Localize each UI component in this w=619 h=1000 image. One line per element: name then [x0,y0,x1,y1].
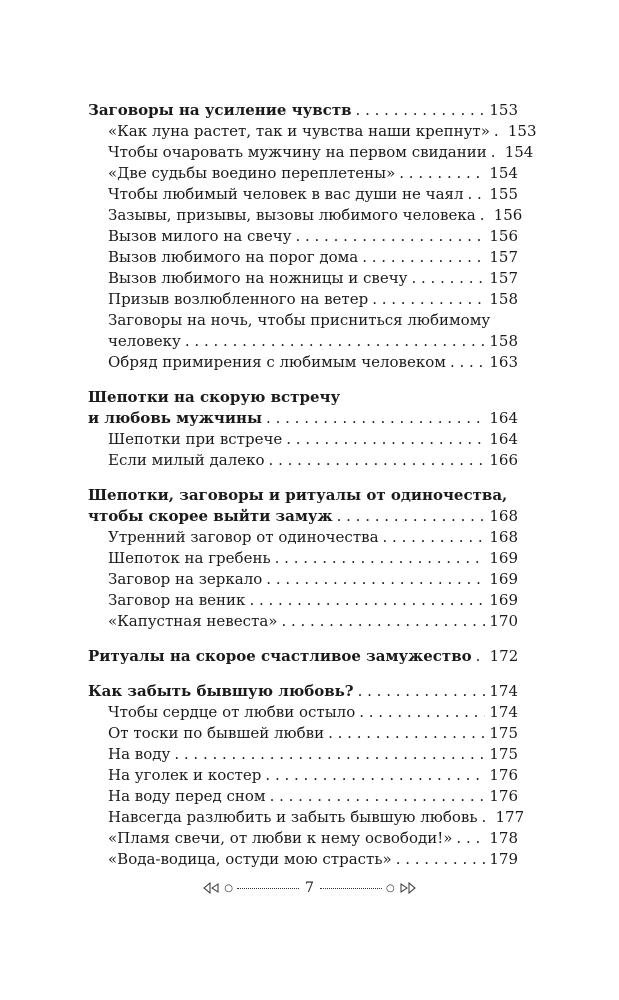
toc-entry[interactable] [88,247,518,268]
entry-title: Зазывы, призывы, вызовы любимого человека [108,206,476,224]
toc-entry[interactable] [88,702,518,723]
dot-leader [450,352,485,373]
dot-leader [491,142,501,163]
section-gap [88,667,518,681]
toc-entry[interactable] [88,450,518,471]
dot-leader [358,681,486,702]
entry-title: Чтобы сердце от любви остыло [108,703,356,721]
toc-entry[interactable] [88,548,518,569]
page-number: 169 [489,549,518,567]
toc-entry[interactable] [88,142,534,163]
page-number: 156 [489,227,518,245]
page-number: 157 [489,248,518,266]
page-number: 170 [489,612,518,630]
toc-entry[interactable] [88,289,518,310]
page-number: 158 [489,332,518,350]
toc-entry[interactable] [88,765,518,786]
toc-section-heading[interactable] [88,506,518,527]
page-number: 164 [489,430,518,448]
page-number: 177 [495,808,525,826]
section-title-continued: и любовь мужчины [88,409,263,427]
dot-leader [174,744,485,765]
toc-entry[interactable] [88,849,518,870]
page-number: 168 [489,528,518,546]
page-number: 166 [489,451,518,469]
toc-entry[interactable] [88,184,518,205]
dot-leader [480,205,490,226]
dot-leader [249,590,485,611]
page-number: 172 [489,647,519,665]
dot-leader [266,569,485,590]
toc-entry[interactable] [88,723,518,744]
dot-leader [337,506,486,527]
page-number: 164 [489,409,518,427]
page-number: 175 [489,724,518,742]
entry-title: На воду [108,745,171,763]
toc-section-heading[interactable] [88,100,518,121]
section-gap [88,373,518,387]
dot-leader [411,268,485,289]
toc-entry[interactable] [88,352,518,373]
entry-title: Утренний заговор от одиночества [108,528,379,546]
entry-title: Навсегда разлюбить и забыть бывшую любовь [108,808,478,826]
entry-title: «Капустная невеста» [108,612,278,630]
toc-entry[interactable] [88,786,518,807]
toc-section-heading[interactable] [88,408,518,429]
page-number: 155 [489,185,518,203]
table-of-contents [88,100,537,870]
arrow-ornament-icon [202,882,220,894]
dot-leader [456,828,485,849]
ornament-left-icon: ○ [202,882,299,894]
dot-leader [476,646,486,667]
dot-leader [185,331,485,352]
entry-title: На воду перед сном [108,787,266,805]
section-title: Ритуалы на скорое счастливое замужество [88,647,472,665]
entry-title: «Как луна растет, так и чувства наши крепнут» [108,122,490,140]
section-title: Как забыть бывшую любовь? [88,682,354,700]
entry-title: Заговор на зеркало [108,570,263,588]
toc-entry[interactable] [88,205,523,226]
page-number: 156 [493,206,523,224]
entry-title: Шепотки при встрече [108,430,283,448]
page-number: 178 [489,829,518,847]
toc-entry[interactable] [88,611,518,632]
toc-entry[interactable] [88,268,518,289]
toc-entry[interactable] [88,807,525,828]
page-number: 158 [489,290,518,308]
page-number: 153 [507,122,537,140]
page-number: 157 [489,269,518,287]
dot-leader [286,429,485,450]
section-title: Заговоры на усиление чувств [88,101,352,119]
entry-title: От тоски по бывшей любви [108,724,325,742]
section-gap [88,471,518,485]
dot-leader [270,786,486,807]
toc-section-heading[interactable] [88,646,518,667]
dot-leader [383,527,486,548]
entry-title: Призыв возлюбленного на ветер [108,290,369,308]
dot-leader [396,849,486,870]
entry-title: Чтобы очаровать мужчину на первом свидании [108,143,487,161]
entry-title: Вызов милого на свечу [108,227,292,245]
entry-title: На уголек и костер [108,766,262,784]
dot-leader [328,723,485,744]
toc-entry[interactable] [88,828,518,849]
dot-leader [269,450,486,471]
dot-leader [281,611,485,632]
dot-leader [275,548,486,569]
entry-title-line[interactable]: Заговоры на ночь, чтобы присниться любимому [108,311,491,329]
page-number: 176 [489,766,518,784]
dot-leader [359,702,485,723]
page-number: 154 [489,164,518,182]
dot-leader [399,163,485,184]
dot-leader [372,289,485,310]
page-number: 169 [489,591,518,609]
entry-title: Заговор на веник [108,591,246,609]
dot-leader [356,100,486,121]
entry-title: «Две судьбы воедино переплетены» [108,164,396,182]
dot-leader [265,765,485,786]
entry-title: Вызов любимого на ножницы и свечу [108,269,408,287]
page-number: 174 [489,703,518,721]
entry-title: Шепоток на гребень [108,549,271,567]
toc-entry[interactable] [88,429,518,450]
page-number: 168 [489,507,518,525]
dot-leader [468,184,486,205]
page-number: 175 [489,745,518,763]
page-number: 174 [489,682,518,700]
section-title-continued: чтобы скорее выйти замуж [88,507,333,525]
toc-section-heading[interactable] [88,681,518,702]
dot-leader [295,226,485,247]
toc-entry[interactable] [88,331,518,352]
entry-title-continued: человеку [108,332,181,350]
entry-title: Чтобы любимый человек в вас души не чаял [108,185,464,203]
toc-entry[interactable] [88,121,537,142]
dot-leader [494,121,504,142]
entry-title: «Вода-водица, остуди мою страсть» [108,850,392,868]
toc-entry[interactable] [88,590,518,611]
toc-entry[interactable] [88,744,518,765]
page-number-footer: 7 [305,880,314,896]
entry-title: Если милый далеко [108,451,265,469]
section-title-line[interactable]: Шепотки на скорую встречу [88,388,341,406]
section-title-line[interactable]: Шепотки, заговоры и ритуалы от одиночества, [88,486,508,504]
toc-entry[interactable] [88,569,518,590]
toc-entry[interactable] [88,163,518,184]
arrow-ornament-icon [399,882,417,894]
toc-entry[interactable] [88,527,518,548]
entry-title: Вызов любимого на порог дома [108,248,359,266]
entry-title: Обряд примирения с любимым человеком [108,353,446,371]
page-number: 153 [489,101,518,119]
page-number: 179 [489,850,518,868]
toc-entry[interactable] [88,226,518,247]
page-number: 163 [489,353,518,371]
ornament-right-icon: ○ [320,882,417,894]
page-number: 176 [489,787,518,805]
dot-leader [266,408,485,429]
page-footer [0,880,619,896]
entry-title: «Пламя свечи, от любви к нему освободи!» [108,829,453,847]
dot-leader [362,247,485,268]
section-gap [88,632,518,646]
page-number: 154 [504,143,534,161]
dot-leader [482,807,492,828]
page-number: 169 [489,570,518,588]
